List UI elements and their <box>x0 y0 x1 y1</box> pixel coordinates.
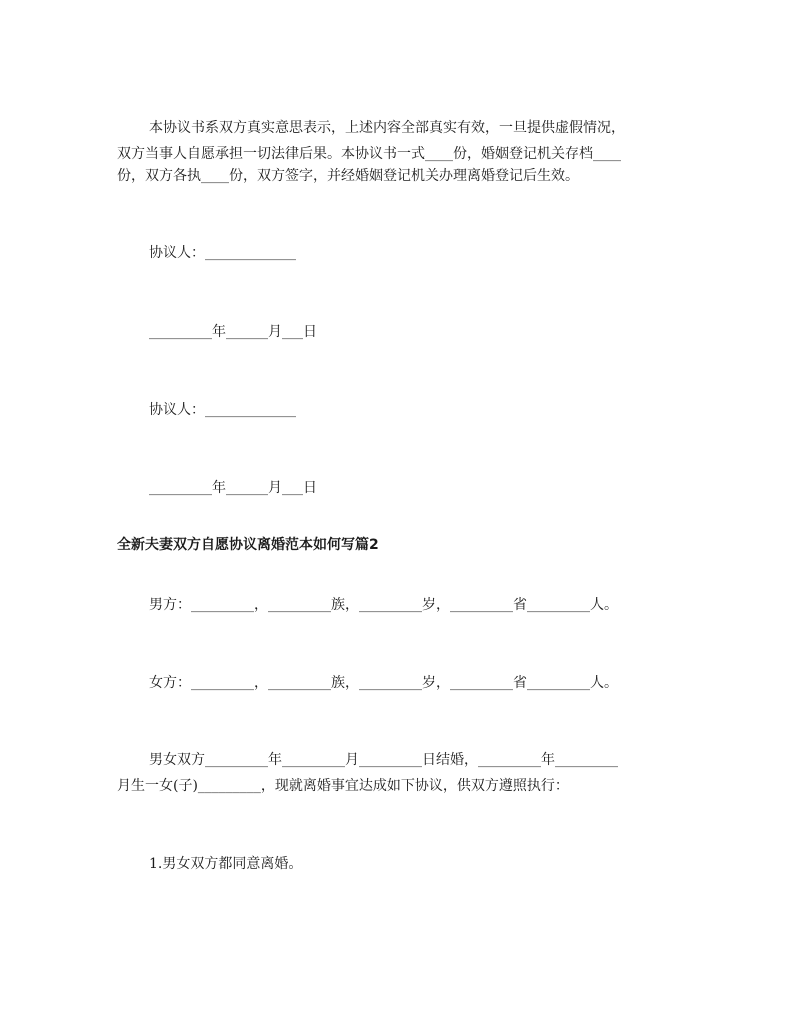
signature-line: 协议人：_____________ <box>149 402 296 418</box>
paragraph-line: 份，双方各执____份，双方签字，并经婚姻登记机关办理离婚登记后生效。 <box>117 168 579 184</box>
section-heading: 全新夫妻双方自愿协议离婚范本如何写篇2 <box>117 537 379 553</box>
paragraph-line: 双方当事人自愿承担一切法律后果。本协议书一式____份，婚姻登记机关存档____ <box>117 146 621 162</box>
date-line: _________年______月___日 <box>149 480 317 496</box>
male-info-line: 男方：_________，_________族，_________岁，_________省_________人。 <box>149 597 618 613</box>
paragraph-line: 男女双方_________年_________月_________日结婚，_________年_________ <box>149 752 618 768</box>
clause-line: 1.男女双方都同意离婚。 <box>149 856 303 872</box>
date-line: _________年______月___日 <box>149 324 317 340</box>
paragraph-line: 月生一女(子)_________，现就离婚事宜达成如下协议，供双方遵照执行： <box>117 778 569 794</box>
paragraph-line: 本协议书系双方真实意思表示，上述内容全部真实有效，一旦提供虚假情况， <box>149 120 625 136</box>
female-info-line: 女方：_________，_________族，_________岁，_________省_________人。 <box>149 675 618 691</box>
signature-line: 协议人：_____________ <box>149 245 296 261</box>
